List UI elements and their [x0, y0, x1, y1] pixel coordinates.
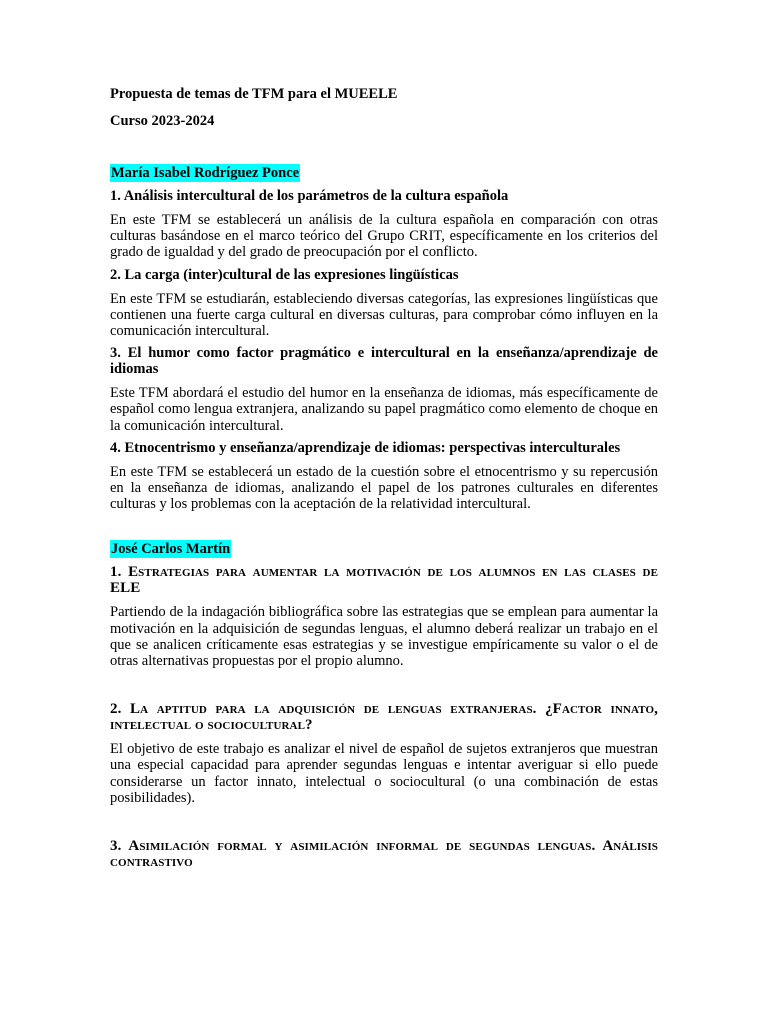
topic-title: 3. El humor como factor pragmático e intercultural en la enseñanza/aprendizaje de idiomas [110, 345, 658, 378]
topic-description: El objetivo de este trabajo es analizar el nivel de español de sujetos extranjeros que muestran una especial capacidad para aprender segundas lenguas e intentar averiguar si ello puede considerarse un factor innato, intelectual o sociocultural (o una combinación de estas posibilidades). [110, 741, 658, 806]
author-section [110, 164, 658, 512]
topic-title: 3. Asimilación formal y asimilación informal de segundas lenguas. Análisis contrastivo [110, 838, 658, 871]
topic-description: Partiendo de la indagación bibliográfica sobre las estrategias que se emplean para aumentar la motivación en la adquisición de segundas lenguas, el alumno deberá realizar un trabajo en el que se analicen críticamente esas estrategias y se investigue empíricamente su valor o el de otras alternativas propuestas por el propio alumno. [110, 604, 658, 670]
topic-description: Este TFM abordará el estudio del humor en la enseñanza de idiomas, más específicamente de español como lengua extranjera, analizando su papel pragmático como elemento de choque en la comunicación intercultural. [110, 385, 658, 434]
author-name-highlighted: María Isabel Rodríguez Ponce [111, 165, 300, 181]
course-year: Curso 2023-2024 [110, 113, 215, 129]
topic-title: 1. Análisis intercultural de los parámetros de la cultura española [110, 188, 509, 204]
topic-title: 4. Etnocentrismo y enseñanza/aprendizaje de idiomas: perspectivas interculturales [110, 439, 621, 456]
topic-title: 1. Estrategias para aumentar la motivación de los alumnos en las clases de ELE [110, 564, 658, 597]
topic-description: En este TFM se establecerá un estado de la cuestión sobre el etnocentrismo y su repercusión en la enseñanza de idiomas, analizando el papel de los patrones culturales en diferentes culturas y los problemas con la aceptación de la relatividad intercultural. [110, 463, 658, 513]
topic-description: En este TFM se establecerá un análisis de la cultura española en comparación con otras culturas basándose en el marco teórico del Grupo CRIT, específicamente en los criterios del grado de igualdad y del grado de preocupación por el conflicto. [110, 212, 658, 261]
topic-title: 2. La carga (inter)cultural de las expresiones lingüísticas [110, 266, 459, 283]
author-name-highlighted: José Carlos Martín [111, 541, 231, 558]
author-section [110, 540, 658, 870]
topic-title: 2. La aptitud para la adquisición de lenguas extranjeras. ¿Factor innato, intelectual o sociocultural? [110, 701, 658, 734]
document-title: Propuesta de temas de TFM para el MUEELE [110, 86, 398, 102]
topic-description: En este TFM se estudiarán, estableciendo diversas categorías, las expresiones lingüísticas que contienen una fuerte carga cultural en diversas culturas, para comprobar cómo influyen en la comunicación intercultural. [110, 290, 658, 340]
